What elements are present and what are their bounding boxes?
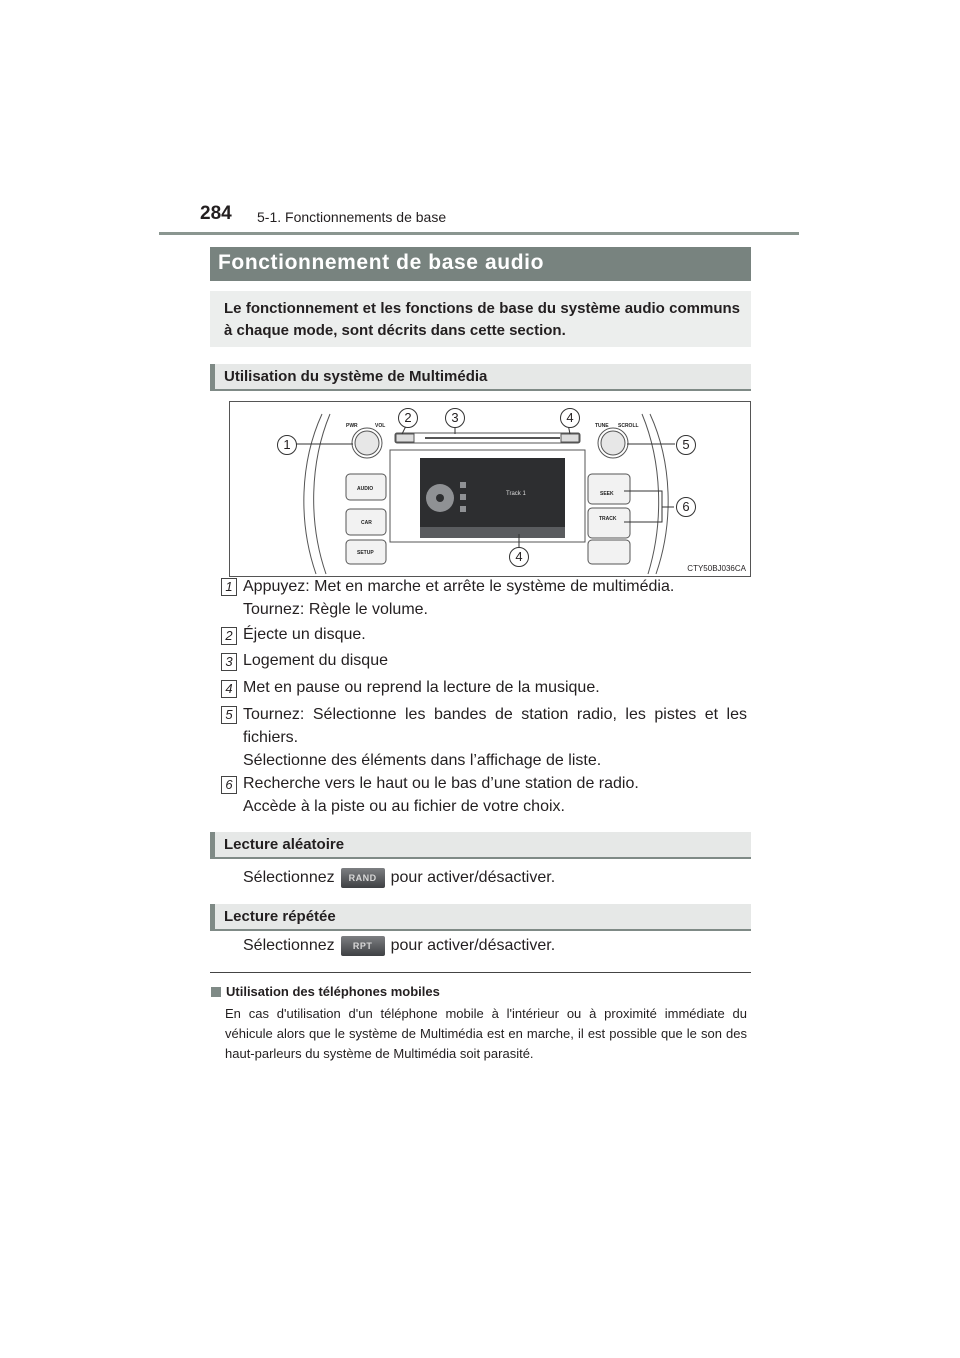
section-heading-label: Utilisation du système de Multimédia	[224, 368, 488, 385]
item-number-1: 1	[221, 578, 237, 596]
note-heading	[211, 984, 440, 999]
audio-unit-figure	[229, 401, 751, 577]
section-heading-random	[210, 832, 751, 859]
pwr-label: PWR	[346, 423, 358, 429]
setup-button-label: SETUP	[357, 550, 374, 556]
repeat-instruction	[243, 936, 555, 956]
item-text-1: Appuyez: Met en marche et arrête le système de multimédia. Tournez: Règle le volume.	[243, 578, 675, 618]
callout-3: 3	[445, 408, 465, 428]
item-text-2: Éjecte un disque.	[243, 626, 366, 643]
seek-button-label: SEEK	[600, 491, 614, 497]
note-text: En cas d'utilisation d'un téléphone mobile à l'intérieur ou à proximité immédiate du véhicule alors que le système de Multimédia est en marche, il est possible que le son des haut-parleurs du système de Multimédia soit parasité.	[225, 1006, 747, 1061]
intro-text: Le fonctionnement et les fonctions de base du système audio communs à chaque mode, sont décrits dans cette section.	[224, 300, 740, 339]
item-text-6: Recherche vers le haut ou le bas d’une station de radio. Accède à la piste ou au fichier de votre choix.	[243, 775, 639, 815]
car-button-label: CAR	[361, 520, 372, 526]
random-text-after: pour activer/désactiver.	[390, 869, 556, 886]
page-number: 284	[200, 203, 232, 224]
page-title-bar	[210, 247, 751, 281]
square-bullet-icon	[211, 987, 221, 997]
item-number-2: 2	[221, 627, 237, 645]
callout-6: 6	[676, 497, 696, 517]
screen-track-label: Track 1	[506, 491, 526, 497]
section-heading-repeat	[210, 904, 751, 931]
item-text-4: Met en pause ou reprend la lecture de la musique.	[243, 679, 600, 696]
rpt-button-icon: RPT	[341, 936, 385, 956]
section-reference: 5-1. Fonctionnements de base	[257, 209, 447, 225]
item-number-5: 5	[221, 706, 237, 724]
audio-unit-illustration	[230, 402, 750, 576]
item-text-5: Tournez: Sélectionne les bandes de station radio, les pistes et les fichiers. Sélectionne des éléments dans l’affichage de liste.	[243, 706, 747, 769]
tune-label: TUNE	[595, 423, 609, 429]
intro-box	[210, 291, 751, 347]
item-number-4: 4	[221, 680, 237, 698]
figure-code: CTY50BJ036CA	[687, 564, 746, 573]
callout-4: 4	[560, 408, 580, 428]
note-divider	[210, 972, 751, 973]
track-button-label: TRACK	[599, 516, 617, 522]
repeat-text-after: pour activer/désactiver.	[390, 937, 556, 954]
random-instruction	[243, 868, 555, 888]
note-title: Utilisation des téléphones mobiles	[226, 984, 440, 999]
callout-1: 1	[277, 435, 297, 455]
header-divider	[159, 232, 799, 235]
audio-button-label: AUDIO	[357, 486, 374, 492]
callout-2: 2	[398, 408, 418, 428]
callout-4-lower: 4	[509, 547, 529, 567]
section-heading-label: Lecture aléatoire	[224, 836, 345, 853]
random-text-before: Sélectionnez	[243, 869, 335, 886]
item-text-3: Logement du disque	[243, 652, 388, 669]
callout-5: 5	[676, 435, 696, 455]
repeat-text-before: Sélectionnez	[243, 937, 335, 954]
rand-button-icon: RAND	[341, 868, 385, 888]
scroll-label: SCROLL	[618, 423, 639, 429]
item-number-3: 3	[221, 653, 237, 671]
section-heading-multimedia	[210, 364, 751, 391]
page-title: Fonctionnement de base audio	[218, 251, 544, 274]
vol-label: VOL	[375, 423, 386, 429]
item-number-6: 6	[221, 776, 237, 794]
section-heading-label: Lecture répétée	[224, 908, 336, 925]
